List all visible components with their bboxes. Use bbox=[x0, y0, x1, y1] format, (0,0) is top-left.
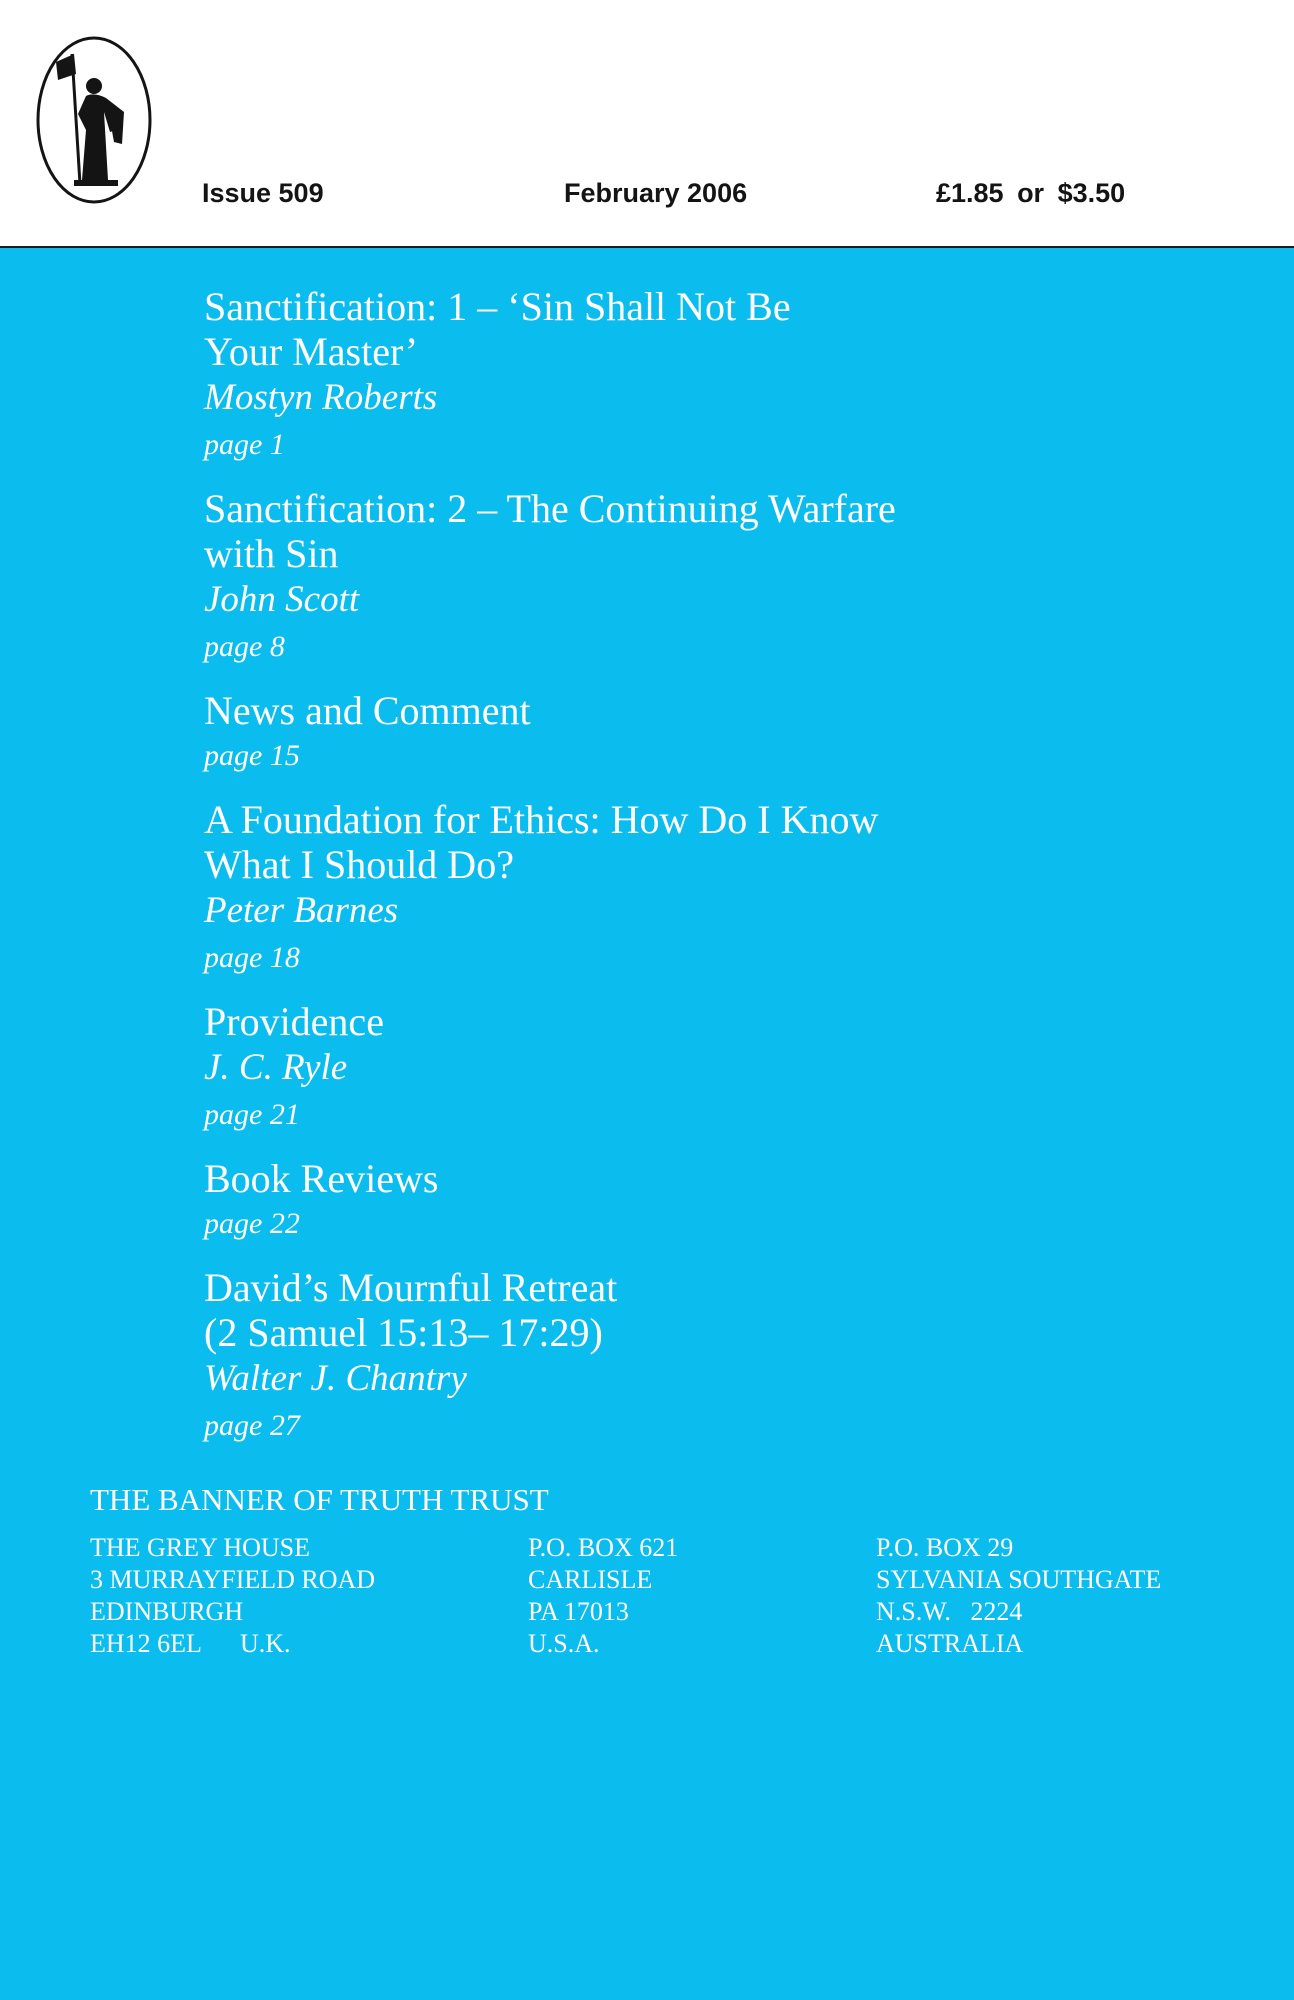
toc-entry bbox=[204, 284, 1104, 468]
standard-bearer-logo-icon bbox=[34, 34, 154, 206]
issue-number: Issue 509 bbox=[202, 178, 324, 208]
publisher-name: THE BANNER OF TRUTH TRUST bbox=[90, 1482, 549, 1517]
article-author: Mostyn Roberts bbox=[204, 377, 438, 418]
toc-entry bbox=[204, 688, 1104, 779]
article-page: page 8 bbox=[204, 630, 285, 663]
article-title: Book Reviews bbox=[204, 1156, 439, 1201]
article-title: David’s Mournful Retreat (2 Samuel 15:13– 17:29) bbox=[204, 1265, 618, 1355]
article-title: A Foundation for Ethics: How Do I Know What I Should Do? bbox=[204, 797, 879, 887]
article-author: John Scott bbox=[204, 579, 360, 620]
article-page: page 15 bbox=[204, 739, 300, 772]
article-author: Walter J. Chantry bbox=[204, 1358, 467, 1399]
cover-header bbox=[0, 0, 1294, 248]
article-page: page 22 bbox=[204, 1207, 300, 1240]
table-of-contents bbox=[204, 284, 1104, 1467]
toc-entry bbox=[204, 999, 1104, 1138]
article-title: Providence bbox=[204, 999, 384, 1044]
address-usa: P.O. BOX 621 CARLISLE PA 17013 U.S.A. bbox=[528, 1533, 679, 1658]
toc-entry bbox=[204, 486, 1104, 670]
article-page: page 27 bbox=[204, 1409, 300, 1442]
address-uk: THE GREY HOUSE 3 MURRAYFIELD ROAD EDINBURGH EH12 6EL U.K. bbox=[90, 1533, 376, 1658]
issue-price: £1.85 or $3.50 bbox=[936, 178, 1126, 208]
article-title: News and Comment bbox=[204, 688, 531, 733]
toc-entry bbox=[204, 797, 1104, 981]
article-page: page 1 bbox=[204, 428, 285, 461]
issue-date: February 2006 bbox=[564, 178, 748, 208]
toc-entry bbox=[204, 1156, 1104, 1247]
article-title: Sanctification: 1 – ‘Sin Shall Not Be Your Master’ bbox=[204, 284, 791, 374]
cover-body bbox=[0, 248, 1294, 2000]
article-page: page 21 bbox=[204, 1098, 300, 1131]
article-author: J. C. Ryle bbox=[204, 1047, 348, 1088]
article-author: Peter Barnes bbox=[204, 890, 399, 931]
article-page: page 18 bbox=[204, 941, 300, 974]
article-title: Sanctification: 2 – The Continuing Warfare with Sin bbox=[204, 486, 896, 576]
address-australia: P.O. BOX 29 SYLVANIA SOUTHGATE N.S.W. 2224 AUSTRALIA bbox=[876, 1533, 1162, 1658]
toc-entry bbox=[204, 1265, 1104, 1449]
